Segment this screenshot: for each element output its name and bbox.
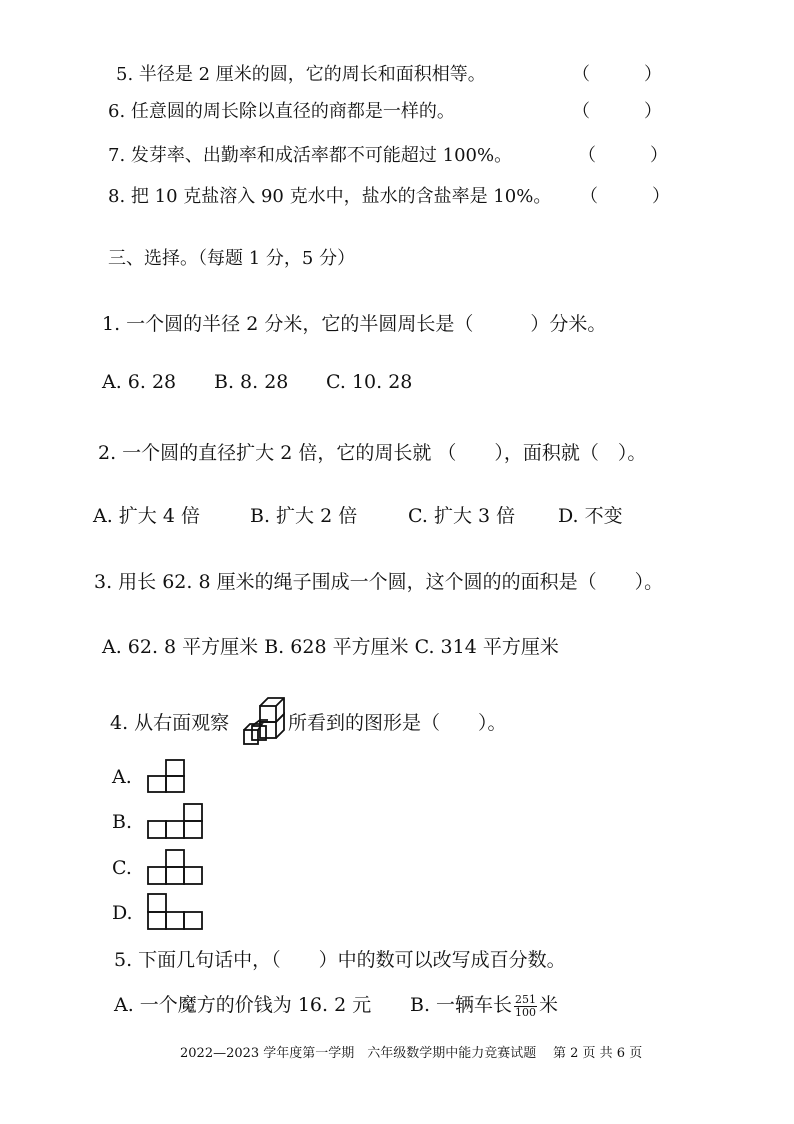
q2-option-a: A. 扩大 4 倍 bbox=[93, 505, 200, 527]
footer-title: 2022—2023 学年度第一学期 六年级数学期中能力竞赛试题 bbox=[180, 1046, 537, 1061]
judge-blank-5: （ ） bbox=[572, 64, 662, 85]
q4-option-b-figure bbox=[146, 802, 206, 840]
judge-item-5: 5. 半径是 2 厘米的圆，它的周长和面积相等。 bbox=[116, 64, 486, 85]
q4-option-a-figure bbox=[146, 758, 186, 794]
q2-option-d: D. 不变 bbox=[558, 505, 623, 527]
q4-option-a-label: A. bbox=[112, 766, 132, 788]
question-5: 5. 下面几句话中，（ ）中的数可以改写成百分数。 bbox=[114, 949, 566, 971]
q4-option-d-label: D. bbox=[112, 902, 133, 924]
q4-option-d-figure bbox=[146, 892, 206, 932]
judge-blank-6: （ ） bbox=[572, 101, 662, 122]
judge-blank-7: （ ） bbox=[578, 145, 668, 166]
question-2: 2. 一个圆的直径扩大 2 倍，它的周长就 （ ），面积就（ ）。 bbox=[98, 442, 647, 464]
q5-option-b bbox=[410, 990, 558, 1019]
q1-option-a: A. 6. 28 bbox=[102, 371, 177, 393]
q3-options: A. 62. 8 平方厘米 B. 628 平方厘米 C. 314 平方厘米 bbox=[102, 636, 559, 658]
q5-fraction-denominator: 100 bbox=[515, 1005, 537, 1019]
question-4-suffix: 所看到的图形是（ ）。 bbox=[288, 712, 507, 734]
q5-option-b-suffix: 米 bbox=[539, 994, 559, 1016]
cube-stack-figure bbox=[240, 694, 288, 746]
q2-option-c: C. 扩大 3 倍 bbox=[408, 505, 516, 527]
q5-option-a: A. 一个魔方的价钱为 16. 2 元 bbox=[114, 994, 372, 1016]
q5-fraction bbox=[514, 994, 537, 1019]
question-3: 3. 用长 62. 8 厘米的绳子围成一个圆，这个圆的的面积是（ ）。 bbox=[94, 571, 664, 593]
judge-item-8: 8. 把 10 克盐溶入 90 克水中，盐水的含盐率是 10%。 bbox=[108, 186, 552, 207]
q5-fraction-numerator: 251 bbox=[515, 992, 537, 1006]
q4-option-c-label: C. bbox=[112, 857, 132, 879]
q5-option-b-prefix: B. 一辆车长 bbox=[410, 994, 513, 1016]
q1-option-c: C. 10. 28 bbox=[326, 371, 413, 393]
judge-blank-8: （ ） bbox=[580, 186, 670, 207]
question-4-prefix: 4. 从右面观察 bbox=[110, 712, 230, 734]
q4-option-c-figure bbox=[146, 848, 206, 886]
q1-option-b: B. 8. 28 bbox=[214, 371, 289, 393]
section-title: 三、选择。（每题 1 分，5 分） bbox=[108, 248, 356, 269]
judge-item-7: 7. 发芽率、出勤率和成活率都不可能超过 100%。 bbox=[108, 145, 513, 166]
q4-option-b-label: B. bbox=[112, 811, 133, 833]
judge-item-6: 6. 任意圆的周长除以直径的商都是一样的。 bbox=[108, 101, 455, 122]
footer-page-number: 第 2 页 共 6 页 bbox=[553, 1046, 643, 1061]
q2-option-b: B. 扩大 2 倍 bbox=[250, 505, 358, 527]
question-1: 1. 一个圆的半径 2 分米，它的半圆周长是（ ）分米。 bbox=[102, 313, 607, 335]
